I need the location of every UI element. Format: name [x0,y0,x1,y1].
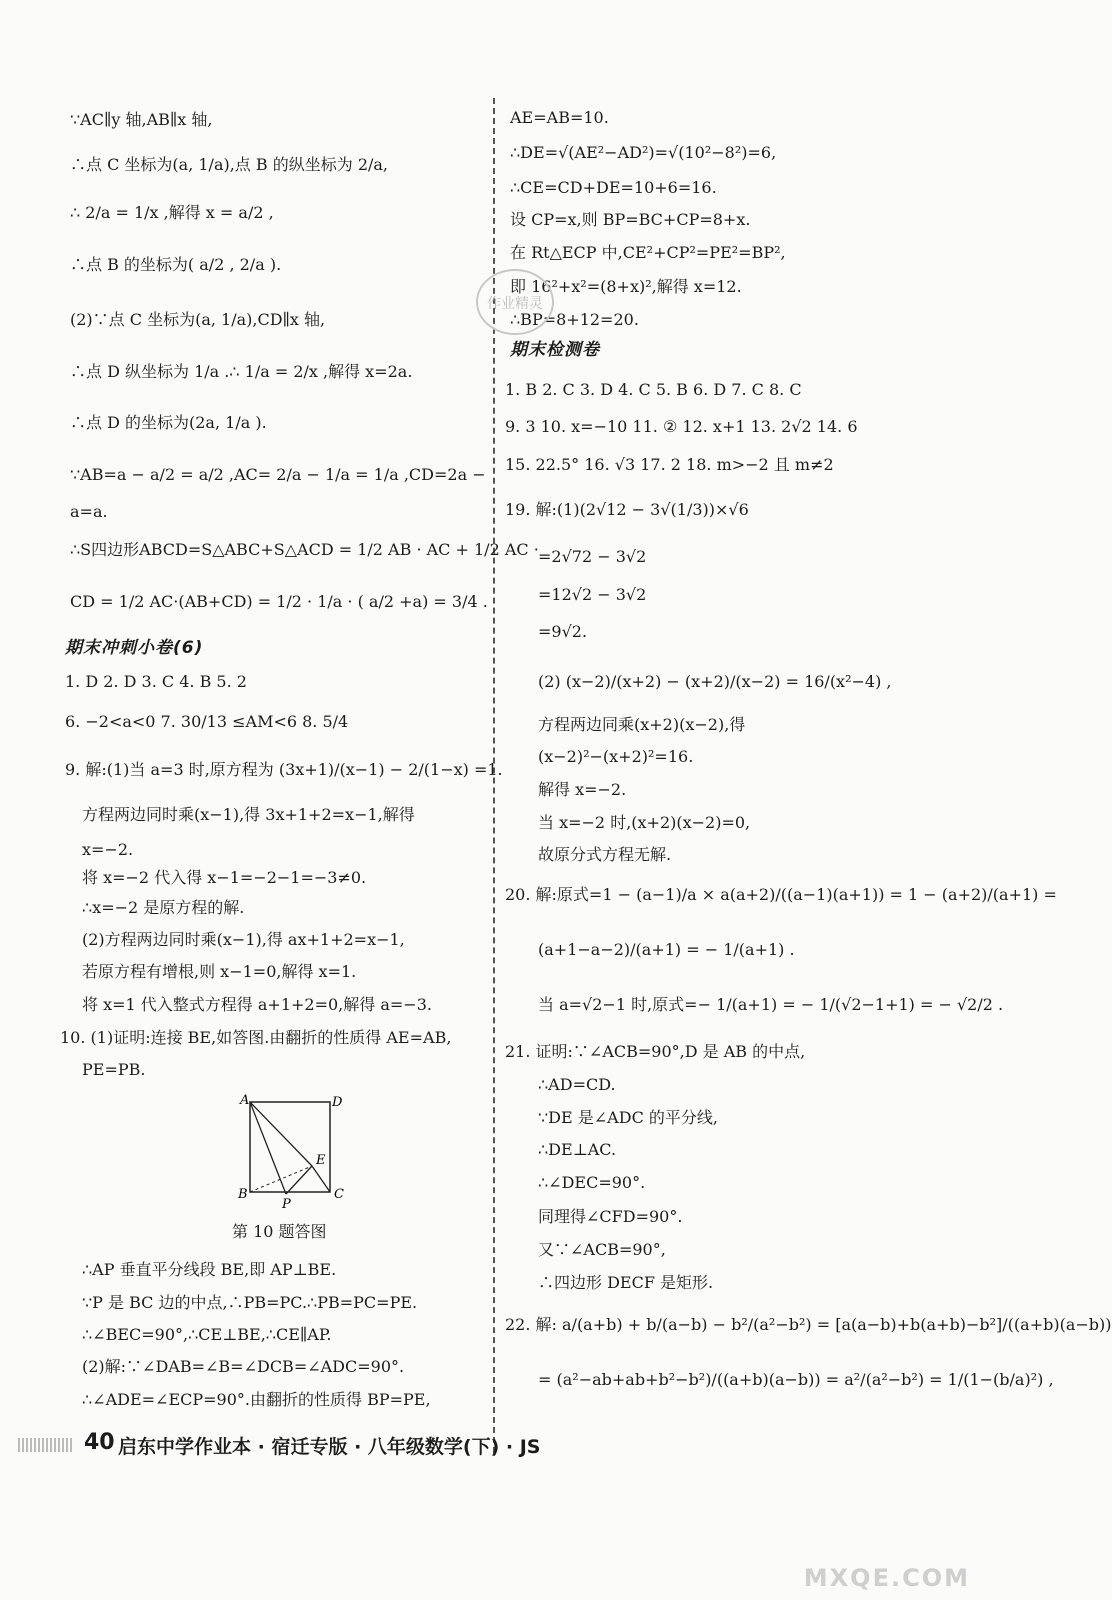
text-line: 1. D 2. D 3. C 4. B 5. 2 [65,672,247,691]
label-A: A [240,1093,250,1108]
text-line: 将 x=−2 代入得 x−1=−2−1=−3≠0. [82,868,367,887]
text-line: 19. 解:(1)(2√12 − 3√(1/3))×√6 [505,500,749,519]
figure-q10 [230,1090,350,1210]
text-line: = (a²−ab+ab+b²−b²)/((a+b)(a−b)) = a²/(a²−b²) = 1/(1−(b/a)²) , [538,1370,1054,1389]
text-line: ∴CE=CD+DE=10+6=16. [510,178,717,197]
text-line: ∵P 是 BC 边的中点,∴PB=PC.∴PB=PC=PE. [82,1293,418,1312]
text-line: ∴点 C 坐标为(a, 1/a),点 B 的纵坐标为 2/a, [70,155,389,174]
text-line: ∴AD=CD. [538,1075,616,1094]
text-line: 即 16²+x²=(8+x)²,解得 x=12. [510,277,742,296]
text-line: ∴BP=8+12=20. [510,310,639,329]
text-line: ∴∠DEC=90°. [538,1173,646,1192]
text-line: ∴点 D 的坐标为(2a, 1/a ). [70,413,267,432]
text-line: ∵DE 是∠ADC 的平分线, [538,1108,718,1127]
text-line: (a+1−a−2)/(a+1) = − 1/(a+1) . [538,940,795,959]
text-line: 故原分式方程无解. [538,845,672,864]
text-line: 当 x=−2 时,(x+2)(x−2)=0, [538,813,751,832]
text-line: a=a. [70,502,108,521]
text-line: ∴x=−2 是原方程的解. [82,898,245,917]
text-line: ∴点 D 纵坐标为 1/a .∴ 1/a = 2/x ,解得 x=2a. [70,362,413,381]
text-line: 22. 解: a/(a+b) + b/(a−b) − b²/(a²−b²) = [a(a−b)+b(a+b)−b²]/((a+b)(a−b)) [505,1315,1112,1334]
label-P: P [282,1197,291,1212]
text-line: ∴AP 垂直平分线段 BE,即 AP⊥BE. [82,1260,337,1279]
text-line: (2)∵点 C 坐标为(a, 1/a),CD∥x 轴, [70,310,326,329]
text-line: 当 a=√2−1 时,原式=− 1/(a+1) = − 1/(√2−1+1) = − √2/2 . [538,995,1004,1014]
text-line: 1. B 2. C 3. D 4. C 5. B 6. D 7. C 8. C [505,380,802,399]
label-B: B [238,1187,248,1202]
text-line: 设 CP=x,则 BP=BC+CP=8+x. [510,210,751,229]
label-E: E [316,1153,326,1168]
text-line: =12√2 − 3√2 [538,585,647,604]
text-line: 在 Rt△ECP 中,CE²+CP²=PE²=BP², [510,243,786,262]
section-heading: 期末冲刺小卷(6) [65,638,204,658]
label-D: D [332,1095,343,1110]
text-line: ∴点 B 的坐标为( a/2 , 2/a ). [70,255,282,274]
section-heading: 期末检测卷 [510,340,600,360]
text-line: ∴四边形 DECF 是矩形. [538,1273,714,1292]
text-line: ∵AC∥y 轴,AB∥x 轴, [70,110,213,129]
text-line: 方程两边同时乘(x−1),得 3x+1+2=x−1,解得 [82,805,415,824]
footer-decor [18,1438,73,1452]
text-line: ∴DE=√(AE²−AD²)=√(10²−8²)=6, [510,143,777,162]
text-line: (2)解:∵∠DAB=∠B=∠DCB=∠ADC=90°. [82,1357,405,1376]
text-line: 20. 解:原式=1 − (a−1)/a × a(a+2)/((a−1)(a+1)) = 1 − (a+2)/(a+1) = [505,885,1057,904]
page-number: 40 [84,1430,115,1455]
footer [18,1428,618,1468]
text-line: ∴ 2/a = 1/x ,解得 x = a/2 , [70,203,274,222]
text-line: (2) (x−2)/(x+2) − (x+2)/(x−2) = 16/(x²−4) , [538,672,892,691]
text-line: CD = 1/2 AC·(AB+CD) = 1/2 · 1/a · ( a/2 +a) = 3/4 . [70,592,488,611]
text-line: =9√2. [538,622,588,641]
text-line: x=−2. [82,840,134,859]
text-line: 10. (1)证明:连接 BE,如答图.由翻折的性质得 AE=AB, [60,1028,452,1047]
text-line: ∴S四边形ABCD=S△ABC+S△ACD = 1/2 AB · AC + 1/2 AC · [70,540,539,559]
watermark: MXQE.COM [803,1564,970,1592]
text-line: PE=PB. [82,1060,146,1079]
text-line: =2√72 − 3√2 [538,547,647,566]
text-line: (x−2)²−(x+2)²=16. [538,747,694,766]
text-line: 第 10 题答图 [232,1222,327,1241]
stamp-logo [470,262,560,342]
text-line: ∴∠BEC=90°,∴CE⊥BE,∴CE∥AP. [82,1325,332,1344]
text-line: AE=AB=10. [510,108,609,127]
text-line: ∴DE⊥AC. [538,1140,617,1159]
text-line: ∵AB=a − a/2 = a/2 ,AC= 2/a − 1/a = 1/a ,CD=2a − [70,465,486,484]
text-line: 方程两边同乘(x+2)(x−2),得 [538,715,746,734]
text-line: 若原方程有增根,则 x−1=0,解得 x=1. [82,962,357,981]
text-line: 解得 x=−2. [538,780,627,799]
text-line: 9. 解:(1)当 a=3 时,原方程为 (3x+1)/(x−1) − 2/(1−x) =1. [65,760,503,779]
book-title: 启东中学作业本 · 宿迁专版 · 八年级数学(下) · JS [118,1436,541,1458]
text-line: 将 x=1 代入整式方程得 a+1+2=0,解得 a=−3. [82,995,432,1014]
text-line: 15. 22.5° 16. √3 17. 2 18. m>−2 且 m≠2 [505,455,834,474]
text-line: 同理得∠CFD=90°. [538,1207,683,1226]
text-line: 又∵∠ACB=90°, [538,1240,666,1259]
text-line: 21. 证明:∵∠ACB=90°,D 是 AB 的中点, [505,1042,806,1061]
label-C: C [334,1187,344,1202]
text-line: 6. −2<a<0 7. 30/13 ≤AM<6 8. 5/4 [65,712,349,731]
text-line: ∴∠ADE=∠ECP=90°.由翻折的性质得 BP=PE, [82,1390,431,1409]
text-line: (2)方程两边同时乘(x−1),得 ax+1+2=x−1, [82,930,405,949]
stamp-text: 作业精灵 [487,296,543,312]
text-line: 9. 3 10. x=−10 11. ② 12. x+1 13. 2√2 14. 6 [505,417,858,436]
